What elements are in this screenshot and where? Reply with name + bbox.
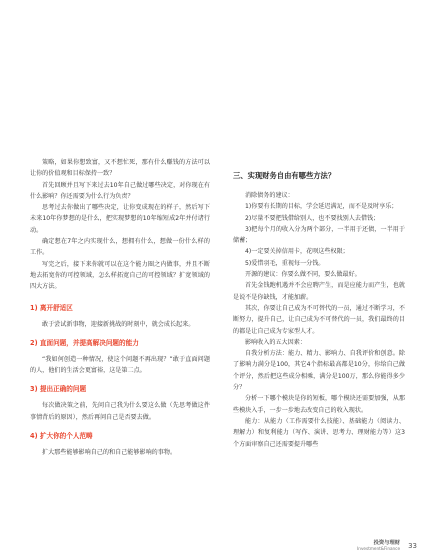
body-paragraph: 其次，你要让自己成为不可替代的一员，通过不断学习，不断努力，提升自己，让自己成为不可替代的一员，我们最终的目的都是让自己成为专家型人才。 (233, 304, 405, 335)
page-number: 33 (408, 541, 417, 550)
body-paragraph: 能力：从能力（工作需要什么技能）、基础能力（阅读力、理解力）和复利能力（写作、演讲、思考力、理财能力等）这3个方面审察自己还需要提升哪些 (233, 417, 405, 448)
body-paragraph: 3)把每个月的收入分为两个部分，一半用于还债，一半用于储蓄； (233, 225, 405, 245)
brand-name-cn: 投资与理财 (373, 540, 401, 546)
body-paragraph: 2)尽量不要把钱借给别人，也不要找别人去借钱； (245, 214, 380, 222)
intro-paragraph: 首先回顾并且写下来过去10年自己做过哪些决定，对你现在有什么影响？你还需要为什么行为负责？ (30, 181, 210, 200)
intro-paragraph: 确定想在7年之内实现什么，想拥有什么，想做一份什么样的工作。 (30, 238, 210, 257)
body-paragraph: 自我分析方法：能力、精力、影响力、自我评价和创意。除了影响力满分是100，其它4个指标最高都是10分，你给自己做个评分，然后把这些成分相乘，满分是100万，那么你能得多少分？ (233, 350, 405, 392)
intro-paragraph: 思考过去你做出了哪些决定，让你变成现在的样子，然后写下未来10年你梦想的是什么，把实现梦想的10年缩短成2年并付诸行动。 (30, 204, 210, 234)
section-text-4: 扩大那些能够影响自己的和自己能够影响的事物。 (42, 449, 177, 457)
magazine-brand (357, 540, 400, 551)
intro-paragraph: 写完之后，接下来你就可以在这个能力圈之内做事，并且不断地去拓宽你的可控领域，怎么样拓宽自己的可控领域？扩宽领域的四大方法。 (30, 260, 210, 291)
intro-paragraph: 策略，如果你想致富，又不想忙死，那有什么赚钱的方法可以让你的价值观和目标保持一致？ (30, 159, 210, 178)
section-title: 三、实现财务自由有哪些方法？ (233, 171, 336, 180)
body-paragraph: 5)爱惜羽毛，重视每一分钱。 (245, 259, 325, 267)
page-footer (357, 540, 417, 551)
brand-name-en: Investment&Finance (357, 546, 401, 551)
section-heading-3: 3) 提出正确的问题 (30, 385, 87, 394)
body-paragraph: 4)一定要关掉信用卡，花呗这些权限； (245, 248, 349, 256)
section-text-1: 敢于尝试新事物，迎接新挑战的时刻中，就会成长起来。 (42, 320, 195, 328)
section-heading-1: 1) 离开舒适区 (30, 303, 73, 312)
body-paragraph: 消除债务的建议： (245, 192, 294, 199)
body-paragraph: 影响收入的五大因素： (245, 338, 306, 346)
body-paragraph: 开源的建议：你要么做不同，要么做最好。 (245, 271, 361, 279)
body-paragraph: 1)你要有长期的目标，学会延迟满足，而不是及时享乐； (245, 203, 398, 211)
section-heading-2: 2) 直面问题，并提高解决问题的能力 (30, 338, 139, 347)
left-column (30, 157, 210, 458)
section-text-3: 每次做决策之前，先问自己我为什么要这么做（先思考做这件事情背后的原因），然后再问自己是否要去做。 (30, 402, 210, 421)
section-text-2: “我如何创造一种情况，使这个问题不再出现？”敢于直面问题的人，他们的生活会更富裕，这是第二点。 (30, 355, 210, 375)
right-column (233, 170, 405, 450)
body-paragraph: 分析一下哪个模块是你的短板，哪个模块还需要加强，从那些模块入手，一步一步地去改变自己的收入现状。 (233, 395, 405, 414)
body-paragraph: 首先金钱跑机遇并不会应聘产生，而是应能力而产生，也就是说不是你缺钱，才能加薪。 (233, 282, 405, 301)
section-heading-4: 4) 扩大你的个人范畴 (30, 432, 93, 441)
